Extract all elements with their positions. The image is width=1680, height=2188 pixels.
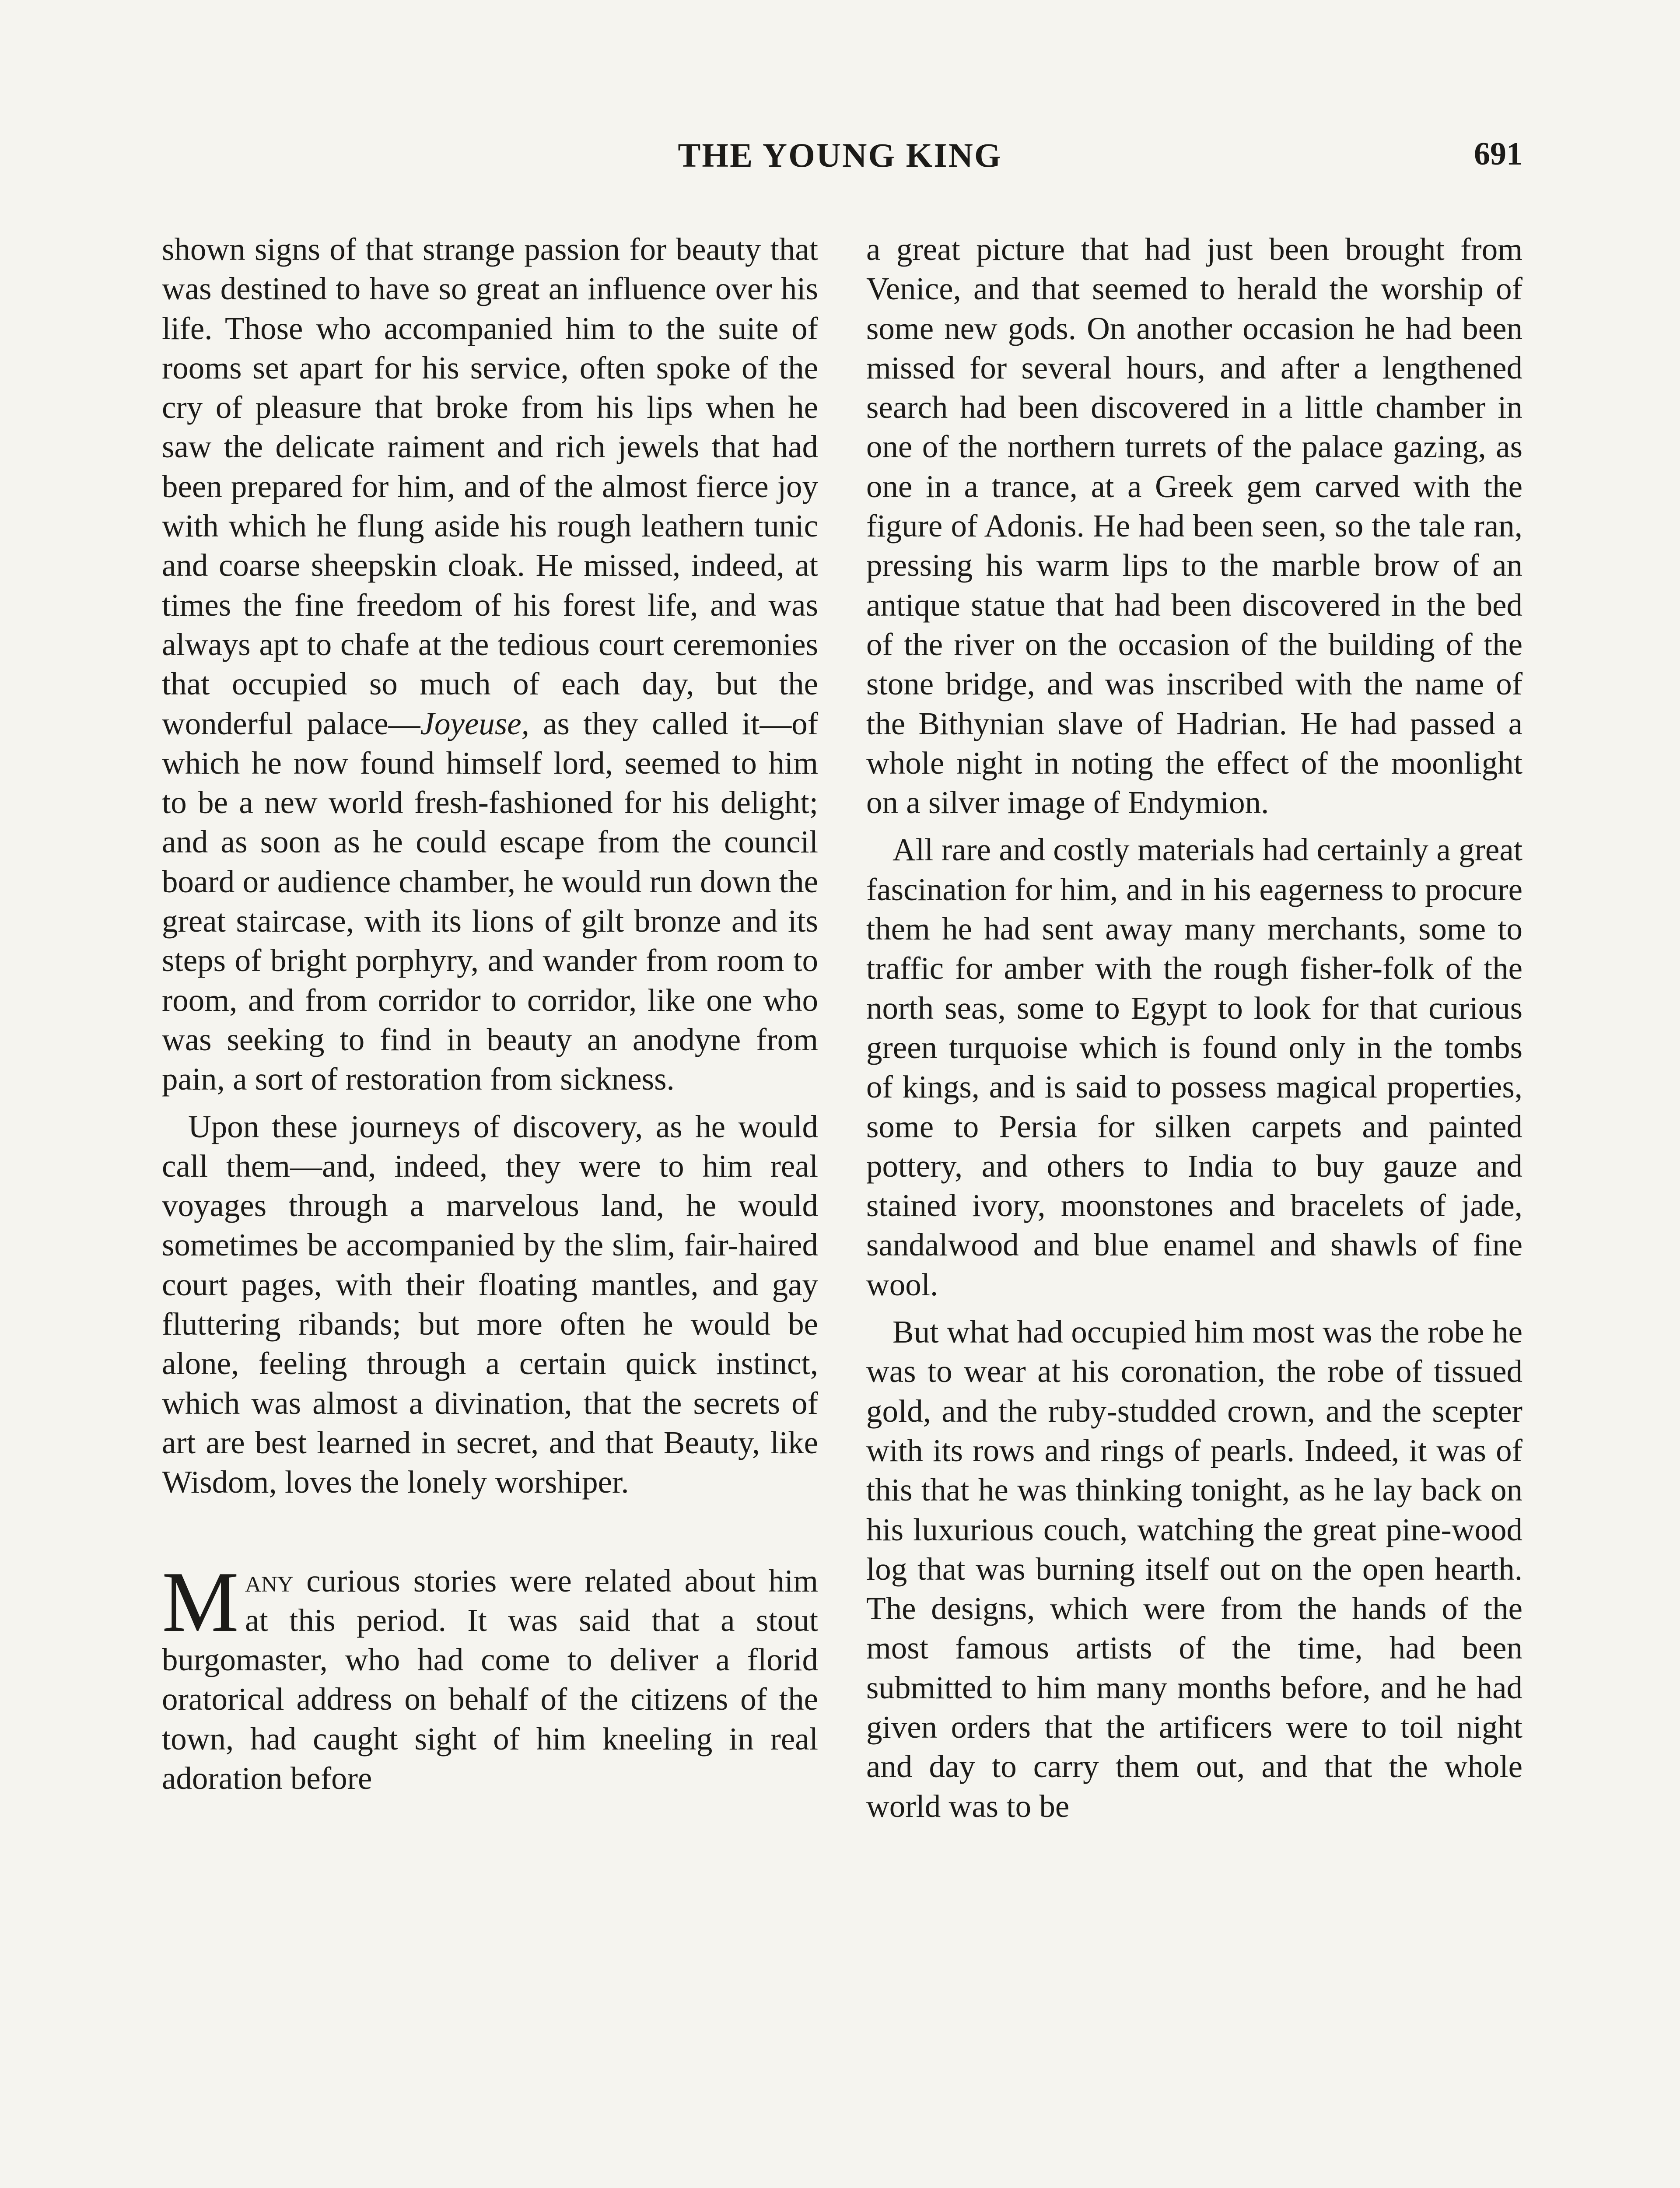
paragraph: a great picture that had just been brought from Venice, and that seemed to herald the worship of some new gods. On another occasion he had been missed for several hours, and after a lengthened search had been discovered in a little chamber in one of the northern turrets of the palace gazing, as one in a trance, at a Greek gem carved with the figure of Adonis. He had been seen, so the tale ran, pressing his warm lips to the marble brow of an antique statue that had been discovered in the bed of the river on the occasion of the building of the stone bridge, and was inscribed with the name of the Bithynian slave of Hadrian. He had passed a whole night in noting the effect of the moonlight on a silver image of Endymion. (866, 231, 1522, 820)
left-column (162, 230, 818, 1798)
small-caps-lead: any (245, 1563, 294, 1599)
paragraph: All rare and costly materials had certainly a great fascination for him, and in his eagerness to procure them he had sent away many merchants, some to traffic for amber with the rough fisher-folk of the north seas, some to Egypt to look for that curious green turquoise which is found only in the tombs of kings, and is said to possess magical properties, some to Persia for silken carpets and painted pottery, and others to India to buy gauze and stained ivory, moonstones and bracelets of jade, sandalwood and blue enamel and shawls of fine wool. (866, 832, 1522, 1302)
drop-cap: M (162, 1553, 239, 1650)
paragraph-text: shown signs of that strange passion for beauty that was destined to have so great an influence over his life. Those who accompanied him to the suite of rooms set apart for his service, often spoke of the cry of pleasure that broke from his lips when he saw the delicate raiment and rich jewels that had been prepared for him, and of the almost fierce joy with which he flung aside his rough leathern tunic and coarse sheepskin cloak. He missed, indeed, at times the fine freedom of his forest life, and was always apt to chafe at the tedious court ceremonies that occupied so much of each day, but the wonderful palace— (162, 231, 818, 741)
page-header (0, 131, 1680, 184)
page-number: 691 (1474, 136, 1522, 172)
paragraph: Upon these journeys of discovery, as he would call them—and, indeed, they were to him real voyages through a marvelous land, he would sometimes be accompanied by the slim, fair-haired court pages, with their floating mantles, and gay fluttering ribands; but more often he would be alone, feeling through a certain quick instinct, which was almost a divination, that the secrets of art are best learned in secret, and that Beauty, like Wisdom, loves the lonely worshiper. (162, 1108, 818, 1500)
paragraph (162, 230, 818, 1099)
italic-title: Joyeuse, (420, 705, 529, 741)
section-opening-paragraph (162, 1553, 818, 1799)
paragraph: But what had occupied him most was the robe he was to wear at his coronation, the robe of tissued gold, and the ruby-studded crown, and the scepter with its rows and rings of pearls. Indeed, it was of this that he was thinking tonight, as he lay back on his luxurious couch, watching the great pine-wood log that was burning itself out on the open hearth. The designs, which were from the hands of the most famous artists of the time, had been submitted to him many months before, and he had given orders that the artificers were to toil night and day to carry them out, and that the whole world was to be (866, 1314, 1522, 1824)
running-title: THE YOUNG KING (678, 136, 1002, 174)
paragraph-text: as they called it—of which he now found himself lord, seemed to him to be a new world fresh-fashioned for his delight; and as soon as he could escape from the council board or audience chamber, he would run down the great staircase, with its lions of gilt bronze and its steps of bright porphyry, and wander from room to room, and from corridor to corridor, like one who was seeking to find in beauty an anodyne from pain, a sort of restoration from sickness. (162, 705, 819, 1097)
right-column (866, 230, 1522, 1826)
paragraph-text: curious stories were related about him at this period. It was said that a stout burgomaster, who had come to deliver a florid oratorical address on behalf of the citizens of the town, had caught sight of him kneeling in real adoration before (162, 1563, 818, 1796)
